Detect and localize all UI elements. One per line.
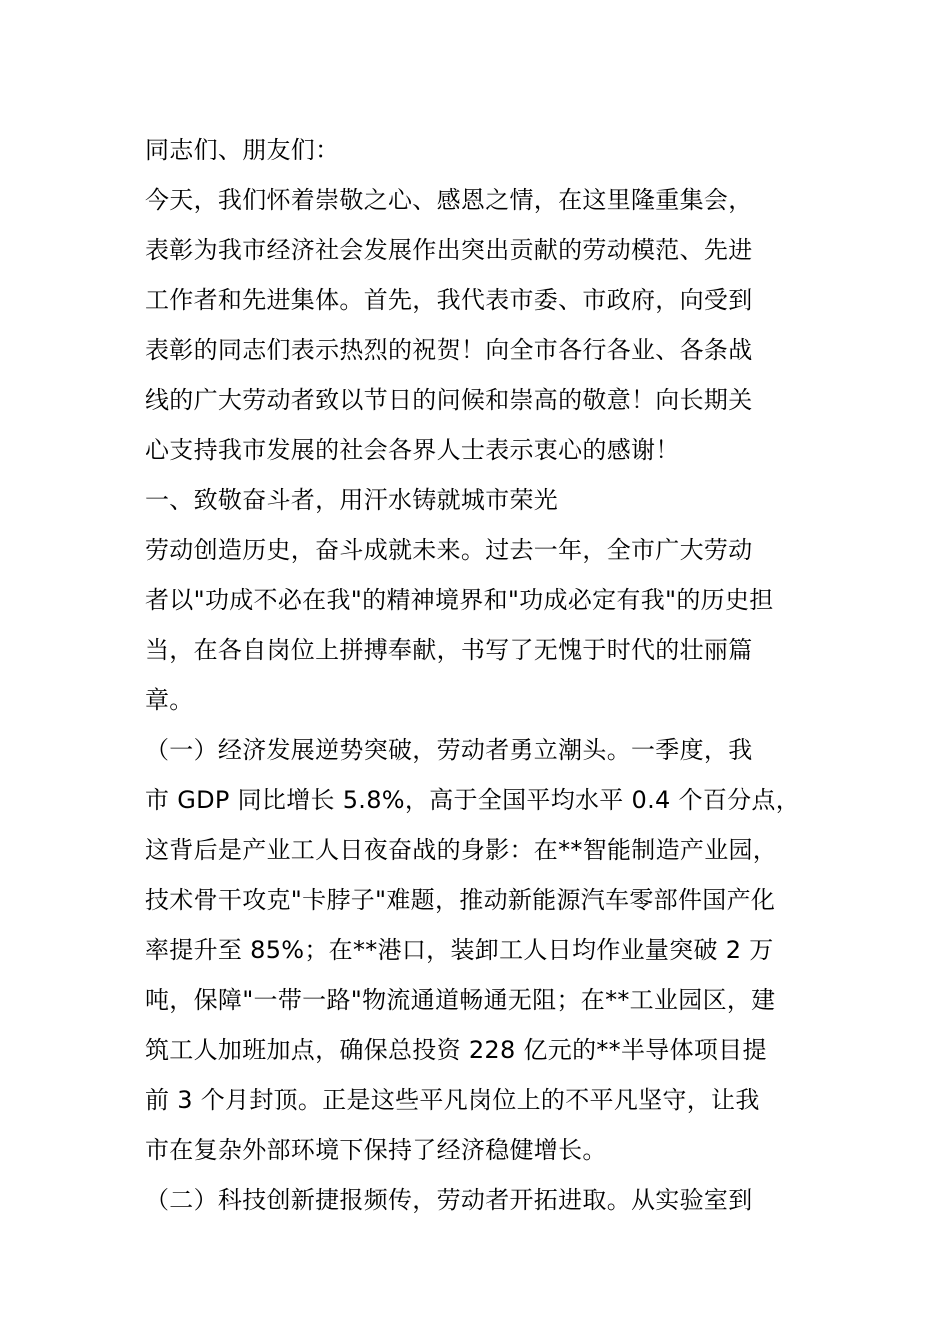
section-heading: 一、致敬奋斗者，用汗水铸就城市荣光 [145,486,559,514]
greeting-line: 同志们、朋友们： [145,136,340,164]
paragraph-line: 章。 [145,686,194,714]
paragraph-line: 率提升至 85%；在**港口，装卸工人日均作业量突破 2 万 [145,936,774,964]
paragraph-line: 前 3 个月封顶。正是这些平凡岗位上的不平凡坚守，让我 [145,1086,760,1114]
paragraph-line: 当，在各自岗位上拼搏奉献，书写了无愧于时代的壮丽篇 [145,636,753,664]
paragraph-opening [145,175,845,475]
paragraph-line: 技术骨干攻克"卡脖子"难题，推动新能源汽车零部件国产化 [145,886,776,914]
paragraph-line: （一）经济发展逆势突破，劳动者勇立潮头。一季度，我 [145,736,753,764]
paragraph-line: （二）科技创新捷报频传，劳动者开拓进取。从实验室到 [145,1186,753,1214]
paragraph-tech-innovation [145,1175,845,1225]
paragraph-line: 表彰的同志们表示热烈的祝贺！向全市各行各业、各条战 [145,336,753,364]
paragraph-economic-growth [145,725,845,1175]
document-body [145,125,845,1225]
paragraph-line: 今天，我们怀着崇敬之心、感恩之情，在这里隆重集会， [145,186,753,214]
paragraph-line: 市在复杂外部环境下保持了经济稳健增长。 [145,1136,607,1164]
paragraph-line: 者以"功成不必在我"的精神境界和"功成必定有我"的历史担 [145,586,774,614]
paragraph-line: 表彰为我市经济社会发展作出突出贡献的劳动模范、先进 [145,236,753,264]
paragraph-line: 市 GDP 同比增长 5.8%，高于全国平均水平 0.4 个百分点， [145,786,801,814]
paragraph-labor-history [145,525,845,725]
paragraph-line: 心支持我市发展的社会各界人士表示衷心的感谢！ [145,436,680,464]
paragraph-line: 这背后是产业工人日夜奋战的身影：在**智能制造产业园， [145,836,778,864]
paragraph-line: 筑工人加班加点，确保总投资 228 亿元的**半导体项目提 [145,1036,767,1064]
paragraph-line: 劳动创造历史，奋斗成就未来。过去一年，全市广大劳动 [145,536,753,564]
paragraph-line: 线的广大劳动者致以节日的问候和崇高的敬意！向长期关 [145,386,753,414]
paragraph-line: 工作者和先进集体。首先，我代表市委、市政府，向受到 [145,286,753,314]
paragraph-line: 吨，保障"一带一路"物流通道畅通无阻；在**工业园区，建 [145,986,776,1014]
